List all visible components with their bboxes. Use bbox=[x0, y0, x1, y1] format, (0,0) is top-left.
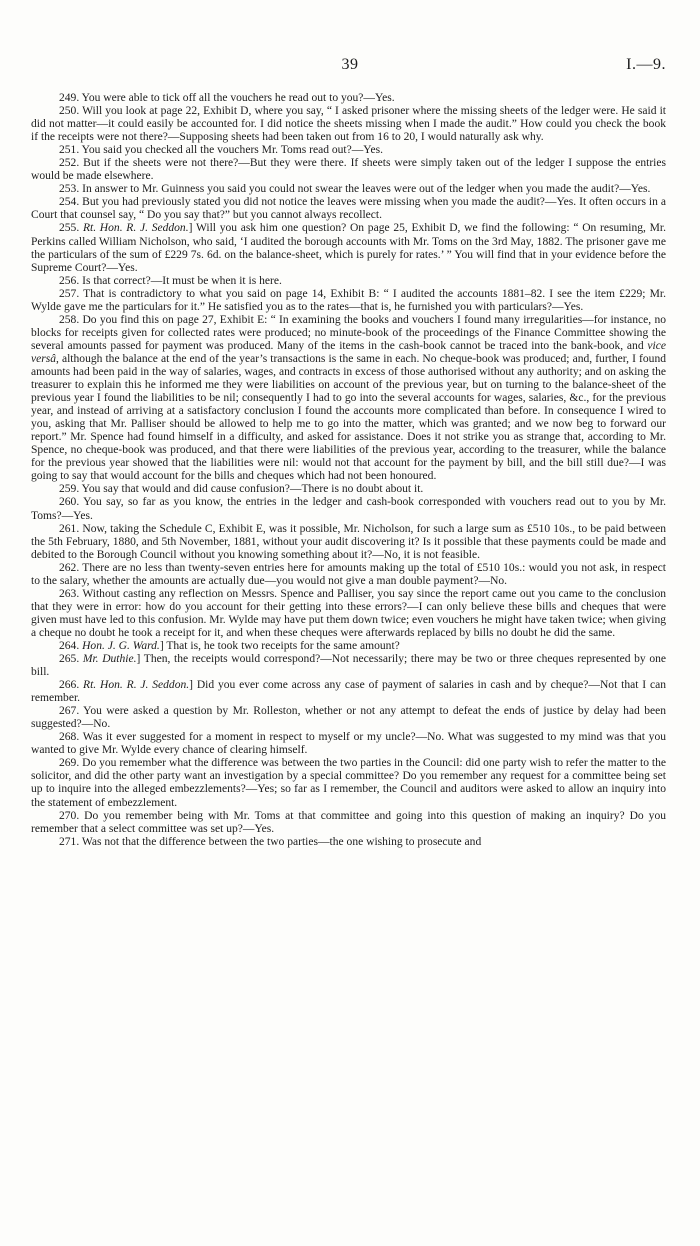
paragraph-text: 269. Do you remember what the difference was between the two parties in the Council: did one party wish to refer the matter to the solicitor, and did the other party want an investigation by a special committee? Do you remember any request for a committee being set up to inquire into the alleged embezzlements?—Yes; so far as I remember, the Council and auditors were asked to allow an inquiry into the statement of embezzlement. bbox=[31, 757, 666, 809]
testimony-paragraph bbox=[31, 757, 666, 809]
paragraph-text: ] Then, the receipts would correspond?—Not necessarily; there may be two or three cheques represented by one bill. bbox=[31, 653, 667, 679]
testimony-paragraph bbox=[31, 679, 666, 705]
paragraph-text: 264. bbox=[59, 639, 83, 652]
paragraph-text: 259. You say that would and did cause confusion?—There is no doubt about it. bbox=[59, 483, 424, 496]
testimony-paragraph bbox=[31, 562, 666, 588]
testimony-paragraph bbox=[31, 275, 666, 288]
testimony-paragraph bbox=[31, 640, 666, 653]
testimony-paragraph bbox=[31, 483, 666, 496]
paragraph-text: 254. But you had previously stated you did not notice the leaves were missing when you made the audit?—Yes. It often occurs in a Court that counsel say, “ Do you say that?” but you cannot always recollect. bbox=[31, 196, 666, 222]
testimony-paragraph bbox=[31, 705, 666, 731]
testimony-paragraph bbox=[31, 653, 666, 679]
testimony-paragraph bbox=[31, 496, 666, 522]
paragraph-text: 262. There are no less than twenty-seven entries here for amounts making up the total of £510 10s.: would you not ask, in respect to the salary, whether the amounts are actually due—you would not give a man double payment?—No. bbox=[31, 561, 666, 587]
speaker-name: Mr. Duthie. bbox=[82, 653, 137, 666]
testimony-paragraph bbox=[31, 157, 666, 183]
speaker-name: Rt. Hon. R. J. Seddon. bbox=[82, 222, 189, 235]
paragraph-text: ] Did you ever come across any case of payment of salaries in cash and by cheque?—Not that I can remember. bbox=[31, 679, 666, 705]
testimony-paragraph bbox=[31, 836, 666, 849]
paragraph-text: 250. Will you look at page 22, Exhibit D, where you say, “ I asked prisoner where the missing sheets of the ledger were. He said it did not matter—it could easily be accounted for. I did notice the sheets missing when I made the audit.” How could you check the book if the receipts were not there?—Supposing sheets had been taken out from 16 to 20, I would naturally ask why. bbox=[31, 105, 666, 144]
paragraph-text: 256. Is that correct?—It must be when it is here. bbox=[59, 274, 282, 287]
paragraph-text: 265. bbox=[59, 653, 83, 666]
page-number: 39 bbox=[341, 56, 359, 73]
paragraph-text: 271. Was not that the difference between the two parties—the one wishing to prosecute and bbox=[59, 835, 482, 848]
testimony-paragraph bbox=[31, 144, 666, 157]
paragraph-text: 261. Now, taking the Schedule C, Exhibit E, was it possible, Mr. Nicholson, for such a large sum as £510 10s., to be paid between the 5th February, 1880, and 5th November, 1881, without your audit discovering it? Is it possible that these payments could be made and debited to the Borough Council without you knowing something about it?—No, it is not feasible. bbox=[31, 522, 666, 561]
paragraph-text: 249. You were able to tick off all the vouchers he read out to you?—Yes. bbox=[59, 92, 395, 104]
testimony-paragraph bbox=[31, 288, 666, 314]
paragraph-text: 266. bbox=[59, 679, 84, 692]
paragraph-text: 258. Do you find this on page 27, Exhibit E: “ In examining the books and vouchers I found many irregularities—for instance, no blocks for receipts given for collected rates were produced; no minute-book of the proceedings of the Finance Committee showing the several amounts passed for payment was produced. Many of the items in the cash-book cannot be traced into the bank-book, and bbox=[31, 313, 666, 352]
body-text bbox=[31, 92, 666, 849]
paragraph-text: ] That is, he took two receipts for the same amount? bbox=[159, 639, 400, 652]
testimony-paragraph bbox=[31, 523, 666, 562]
speaker-name: Hon. J. G. Ward. bbox=[82, 639, 160, 652]
paragraph-text: 255. bbox=[59, 222, 83, 235]
testimony-paragraph bbox=[31, 92, 666, 105]
testimony-paragraph bbox=[31, 731, 666, 757]
testimony-paragraph bbox=[31, 183, 666, 196]
testimony-paragraph bbox=[31, 196, 666, 222]
document-code: I.—9. bbox=[626, 56, 666, 73]
testimony-paragraph bbox=[31, 810, 666, 836]
testimony-paragraph bbox=[31, 588, 666, 640]
paragraph-text: 263. Without casting any reflection on Messrs. Spence and Palliser, you say since the report came out you came to the conclusion that they were in error: how do you account for their getting into these errors?—I can only believe these bills and cheques that were given must have led to this confusion. Mr. Wylde may have put them down twice; even vouchers he might have taken twice; when giving a cheque no doubt he took a receipt for it, and when these cheques were afterwards replaced by bills no doubt he did the same. bbox=[31, 587, 666, 639]
speaker-name: Rt. Hon. R. J. Seddon. bbox=[83, 679, 190, 692]
speaker-name: vice versâ bbox=[31, 339, 666, 365]
testimony-paragraph bbox=[31, 105, 666, 144]
paragraph-text: , although the balance at the end of the year’s transactions is the same in each. No cheque-book was produced; and, further, I found amounts had been paid in the way of salaries, wages, and contracts in excess of those authorised without any authority; and on asking the treasurer to explain this he informed me they were liabilities on account of the previous year, but on turning to the balance-sheet of the previous year I found the liabilities to be nil; consequently I had to go into the several accounts for wages, salaries, &c., for the previous year, and instead of arriving at a satisfactory conclusion I found the accounts more complicated than before. In consequence I wired to you, asking that Mr. Palliser should be allowed to help me to go into the matter, which was granted; and we now beg to forward our report.” Mr. Spence had found himself in a difficulty, and asked for assistance. Does it not strike you as strange that, according to Mr. Spence, no cheque-book was produced, and that there were liabilities of the previous year, according to the treasurer, while the balance for the previous year showed that the liabilities were nil: would not that account for the payment by bill, and the bill still due?—I was going to say that would account for the bills and cheques which had not been honoured. bbox=[31, 352, 666, 483]
paragraph-text: 268. Was it ever suggested for a moment in respect to myself or my uncle?—No. What was suggested to my mind was that you wanted to give Mr. Wylde every chance of clearing himself. bbox=[31, 731, 666, 757]
paragraph-text: 270. Do you remember being with Mr. Toms at that committee and going into this question of making an inquiry? Do you remember that a select committee was set up?—Yes. bbox=[31, 809, 666, 835]
paragraph-text: 257. That is contradictory to what you said on page 14, Exhibit B: “ I audited the accounts 1881–82. I see the item £229; Mr. Wylde gave me the particulars for it.” He satisfied you as to the rates—that is, he furnished you with particulars?—Yes. bbox=[31, 287, 666, 313]
paragraph-text: 267. You were asked a question by Mr. Rolleston, whether or not any attempt to defeat the ends of justice by delay had been suggested?—No. bbox=[31, 705, 666, 731]
testimony-paragraph bbox=[31, 222, 666, 274]
testimony-paragraph bbox=[31, 314, 666, 484]
paragraph-text: 251. You said you checked all the vouchers Mr. Toms read out?—Yes. bbox=[59, 144, 383, 157]
paragraph-text: 260. You say, so far as you know, the entries in the ledger and cash-book corresponded with vouchers read out to you by Mr. Toms?—Yes. bbox=[31, 496, 666, 522]
paragraph-text: 252. But if the sheets were not there?—But they were there. If sheets were simply taken out of the ledger I suppose the entries would be made elsewhere. bbox=[31, 157, 666, 183]
paragraph-text: 253. In answer to Mr. Guinness you said you could not swear the leaves were out of the ledger when you made the audit?—Yes. bbox=[59, 183, 651, 196]
paragraph-text: ] Will you ask him one question? On page 25, Exhibit D, we find the following: “ On resuming, Mr. Perkins called William Nicholson, who said, ‘I audited the borough accounts with Mr. Toms on the 3rd May, 1882. The prisoner gave me the particulars of the sum of £229 7s. 6d. on the balance-sheet, which is purely for rates.’ ” You will find that in your evidence before the Supreme Court?—Yes. bbox=[31, 222, 666, 274]
